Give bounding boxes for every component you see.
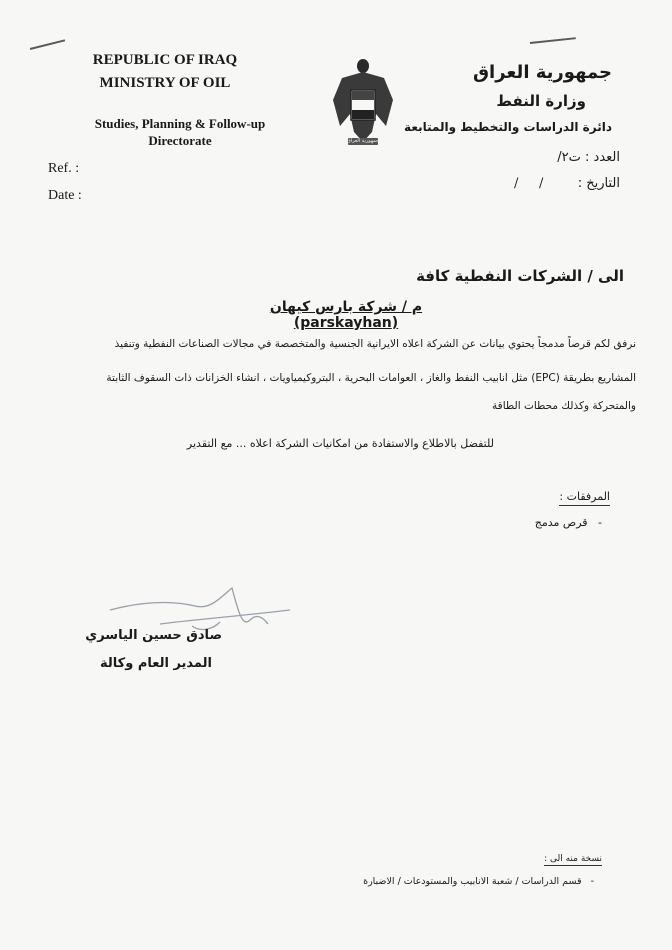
copy-to-label: نسخة منه الى : (544, 854, 602, 864)
ar-ministry-line: وزارة النفط (496, 92, 586, 110)
attachments-item: - قرص مدمج (534, 516, 602, 529)
ar-number-label: العدد : ت٢/ (557, 150, 620, 165)
ar-date-label: التاريخ : (577, 176, 620, 191)
date-label: Date : (48, 188, 82, 203)
signatory-name: صادق حسين الياسري (85, 628, 222, 643)
ref-label: Ref. : (48, 161, 80, 176)
iraq-eagle-emblem (328, 56, 398, 152)
attachments-label: المرفقات : (559, 490, 610, 506)
ar-date-slashes: / / (514, 176, 544, 191)
emblem-ribbon-text: جمهورية العراق (346, 138, 380, 144)
body-line: والمتحركة وكذلك محطات الطاقة (492, 400, 636, 412)
copy-to-item: - قسم الدراسات / شعبة الانابيب والمستودعات / الاضبارة (363, 876, 594, 887)
directorate-line-2: Directorate (148, 133, 212, 148)
ar-country-line: جمهورية العراق (472, 62, 612, 83)
en-header (60, 50, 270, 149)
ar-directorate-line: دائرة الدراسات والتخطيط والمتابعة (404, 120, 612, 134)
margin-mark (530, 37, 576, 44)
addressee: الى / الشركات النفطية كافة (416, 267, 624, 285)
subject: م / شركة بارس كيهان (parskayhan) (269, 299, 423, 331)
body-line: المشاريع بطريقة (EPC) مثل انابيب النفط والغاز ، العوامات البحرية ، البتروكيمياويات ، انشاء الخزانات ذات السقوف الثابتة (106, 372, 636, 384)
directorate-line: Studies, Planning & Follow-up (94, 116, 266, 131)
signatory-title: المدير العام وكالة (100, 656, 212, 671)
ministry-line: MINISTRY OF OIL (99, 75, 231, 91)
body-line: نرفق لكم قرصاً مدمجاً يحتوي بيانات عن الشركة اعلاه الايرانية الجنسية والمتخصصة في مجالات الصناعات النفطية وتنفيذ (114, 338, 636, 350)
country-line: REPUBLIC OF IRAQ (92, 52, 238, 68)
closing-line: للتفضل بالاطلاع والاستفادة من امكانيات الشركة اعلاه ... مع التقدير (186, 437, 494, 450)
margin-mark (30, 39, 65, 50)
